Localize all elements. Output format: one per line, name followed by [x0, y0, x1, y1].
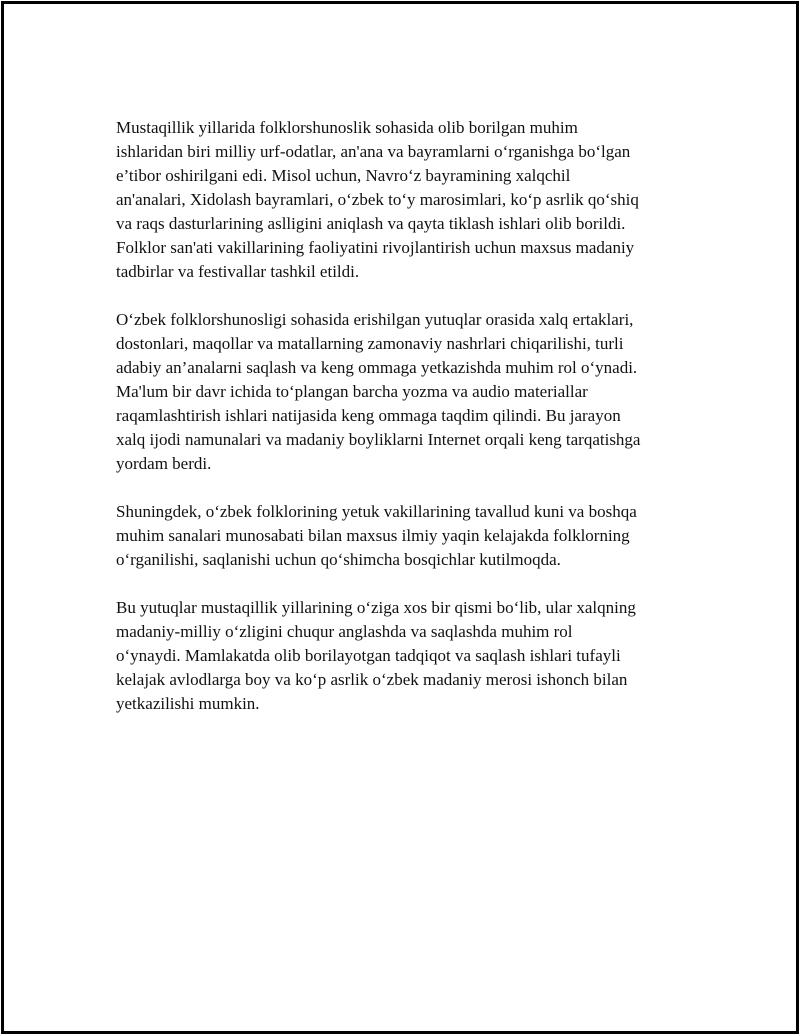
paragraph-2: O‘zbek folklorshunosligi sohasida erishilgan yutuqlar orasida xalq ertaklari, dostonlari, maqollar va matallarning zamonaviy nashrlari chiqarilishi, turli adabiy an’analarni saqlash va keng ommaga yetkazishda muhim rol o‘ynadi. Ma'lum bir davr ichida to‘plangan barcha yozma va audio materiallar raqamlashtirish ishlari natijasida keng ommaga taqdim qilindi. Bu jarayon xalq ijodi namunalari va madaniy boyliklarni Internet orqali keng tarqatishga yordam berdi.: [116, 310, 641, 473]
paragraph-4: Bu yutuqlar mustaqillik yillarining o‘ziga xos bir qismi bo‘lib, ular xalqning madaniy-milliy o‘zligini chuqur anglashda va saqlashda muhim rol o‘ynaydi. Mamlakatda olib borilayotgan tadqiqot va saqlash ishlari tufayli kelajak avlodlarga boy va ko‘p asrlik o‘zbek madaniy merosi ishonch bilan yetkazilishi mumkin.: [116, 598, 636, 713]
paragraph-3: Shuningdek, o‘zbek folklorining yetuk vakillarining tavallud kuni va boshqa muhim sanalari munosabati bilan maxsus ilmiy yaqin kelajakda folklorning o‘rganilishi, saqlanishi uchun qo‘shimcha bosqichlar kutilmoqda.: [116, 502, 637, 569]
paragraph-1: Mustaqillik yillarida folklorshunoslik sohasida olib borilgan muhim ishlaridan biri milliy urf-odatlar, an'ana va bayramlarni o‘rganishga bo‘lgan e’tibor oshirilgani edi. Misol uchun, Navro‘z bayramining xalqchil an'analari, Xidolash bayramlari, o‘zbek to‘y marosimlari, ko‘p asrlik qo‘shiq va raqs dasturlarining aslligini aniqlash va qayta tiklash ishlari olib borildi. Folklor san'ati vakillarining faoliyatini rivojlantirish uchun maxsus madaniy tadbirlar va festivallar tashkil etildi.: [116, 118, 639, 281]
document-body: [116, 116, 686, 740]
